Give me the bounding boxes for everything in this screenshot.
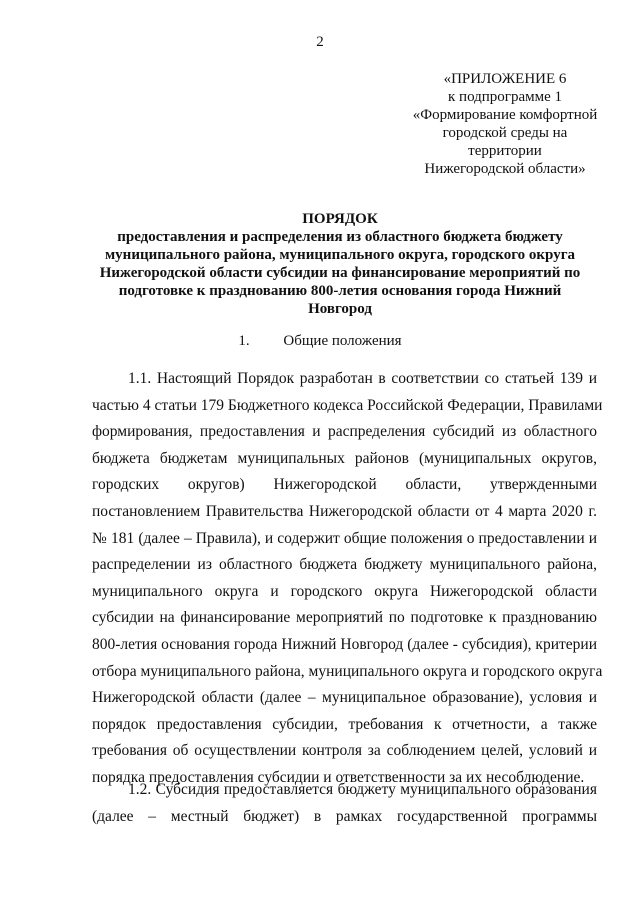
- page-number: 2: [316, 34, 324, 50]
- paragraph-1-1: [92, 366, 603, 792]
- title-subtitle-line: муниципального района, муниципального округа, городского округа: [104, 247, 576, 263]
- section-number: 1.: [238, 333, 250, 349]
- paragraph-line: порядок предоставления субсидии, требования к отчетности, а также: [92, 715, 597, 733]
- paragraph-line: муниципального округа и городского округа Нижегородской области: [92, 582, 597, 600]
- section-heading: [0, 333, 640, 350]
- paragraph-line: 1.2. Субсидия предоставляется бюджету муниципального образования: [128, 781, 597, 798]
- appendix-line: Нижегородской области»: [424, 161, 586, 177]
- section-title: Общие положения: [283, 333, 402, 349]
- appendix-block: [380, 70, 630, 178]
- paragraph-line: городских округов) Нижегородской области, утвержденными: [92, 476, 597, 494]
- paragraph-line: частью 4 статьи 179 Бюджетного кодекса Российской Федерации, Правилами: [92, 396, 603, 414]
- paragraph-line: постановлением Правительства Нижегородской области от 4 марта 2020 г.: [92, 502, 597, 520]
- paragraph-line: субсидии на финансирование мероприятий по подготовке к празднованию: [92, 609, 597, 627]
- document-title: [80, 210, 600, 318]
- paragraph-line: (далее – местный бюджет) в рамках государственной программы: [92, 807, 597, 825]
- paragraph-line: формирования, предоставления и распределения субсидий из областного: [92, 423, 597, 441]
- paragraph-line: распределении из областного бюджета бюджету муниципального района,: [92, 556, 597, 574]
- paragraph-line: требования об осуществлении контроля за соблюдением целей, условий и: [92, 742, 597, 760]
- paragraph-1-2: [92, 777, 597, 830]
- paragraph-line: 800-летия основания города Нижний Новгород (далее - субсидия), критерии: [92, 635, 597, 653]
- paragraph-line: бюджета бюджетам муниципальных районов (муниципальных округов,: [92, 449, 597, 467]
- title-subtitle-line: Нижегородской области субсидии на финансирование мероприятий по: [99, 265, 581, 281]
- appendix-line: городской среды на: [442, 125, 568, 141]
- title-subtitle-line: предоставления и распределения из областного бюджета бюджету: [117, 229, 563, 245]
- paragraph-line: № 181 (далее – Правила), и содержит общие положения о предоставлении и: [92, 529, 597, 547]
- title-subtitle-line: подготовке к празднованию 800-летия основания города Нижний: [118, 283, 562, 299]
- appendix-line: «Формирование комфортной: [412, 107, 598, 123]
- appendix-line: территории: [468, 143, 542, 159]
- paragraph-line: Нижегородской области (далее – муниципальное образование), условия и: [92, 689, 597, 707]
- appendix-line: «ПРИЛОЖЕНИЕ 6: [443, 71, 567, 87]
- title-heading: ПОРЯДОК: [302, 211, 378, 227]
- title-subtitle-line: Новгород: [308, 301, 372, 317]
- paragraph-line: 1.1. Настоящий Порядок разработан в соответствии со статьей 139 и: [128, 370, 597, 387]
- appendix-line: к подпрограмме 1: [448, 89, 562, 105]
- paragraph-line: порядка предоставления субсидии и ответственности за их несоблюдение.: [92, 768, 585, 786]
- paragraph-line: отбора муниципального района, муниципального округа и городского округа: [92, 662, 603, 680]
